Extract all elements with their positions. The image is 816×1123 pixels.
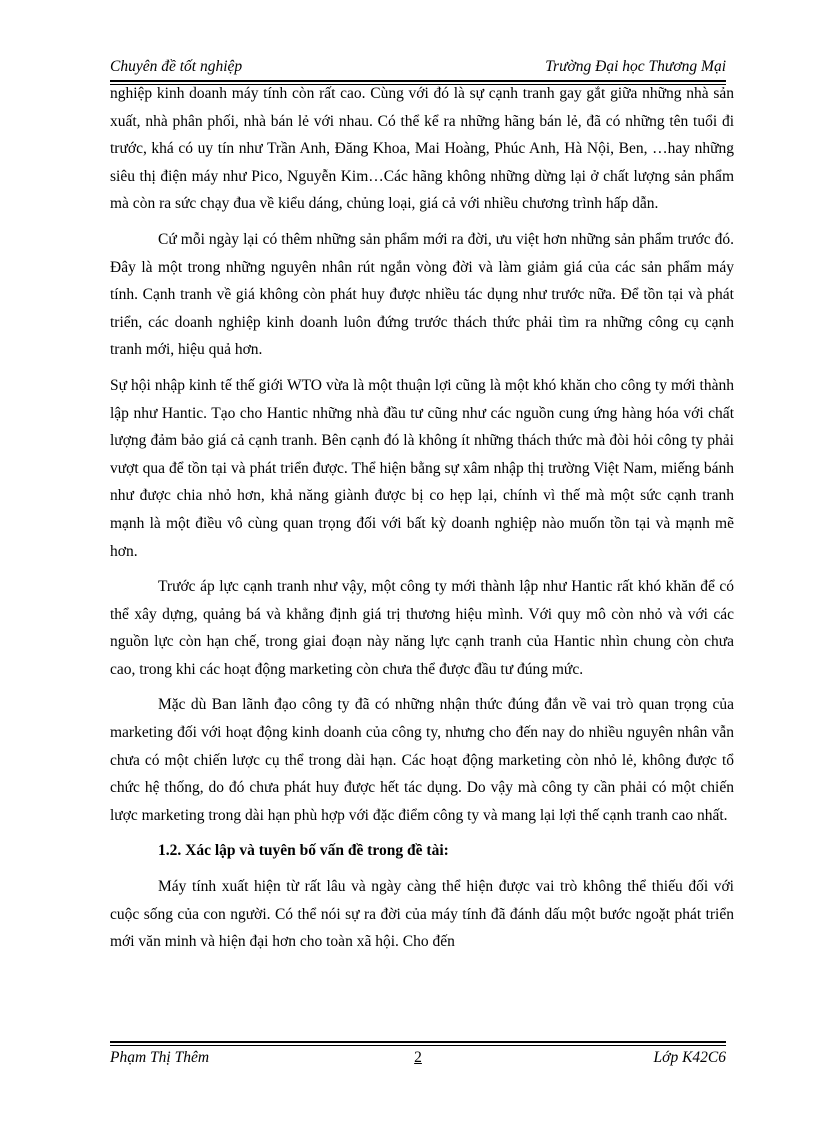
document-body <box>110 80 734 964</box>
paragraph-5: Mặc dù Ban lãnh đạo công ty đã có những nhận thức đúng đắn về vai trò quan trọng của marketing đối với hoạt động kinh doanh của công ty, nhưng cho đến nay do nhiều nguyên nhân vẫn chưa có một chiến lược cụ thể trong dài hạn. Các hoạt động marketing còn nhỏ lẻ, không được tổ chức hệ thống, do đó chưa phát huy được hết tác dụng. Do vậy mà công ty cần phải có một chiến lược marketing trong dài hạn phù hợp với đặc điểm công ty và mang lại lợi thế cạnh tranh cao nhất. <box>110 696 734 824</box>
footer-class: Lớp K42C6 <box>653 1049 726 1066</box>
paragraph-4: Trước áp lực cạnh tranh như vậy, một công ty mới thành lập như Hantic rất khó khăn để có thể xây dựng, quảng bá và khẳng định giá trị thương hiệu mình. Với quy mô còn nhỏ và với các nguồn lực còn hạn chế, trong giai đoạn này năng lực cạnh tranh của Hantic nhìn chung còn chưa cao, trong khi các hoạt động marketing còn chưa thể được đầu tư đúng mức. <box>110 578 734 678</box>
page-number: 2 <box>414 1049 422 1066</box>
paragraph-6: Máy tính xuất hiện từ rất lâu và ngày càng thể hiện được vai trò không thể thiếu đối với cuộc sống của con người. Có thể nói sự ra đời của máy tính đã đánh dấu một bước ngoặt phát triển mới văn minh và hiện đại hơn cho toàn xã hội. Cho đến <box>110 878 734 951</box>
paragraph-1: nghiệp kinh doanh máy tính còn rất cao. Cùng với đó là sự cạnh tranh gay gắt giữa những nhà sản xuất, nhà phân phối, nhà bán lẻ với nhau. Có thể kể ra những hãng bán lẻ, đã có những tên tuổi đi trước, khá có uy tín như Trần Anh, Đăng Khoa, Mai Hoàng, Phúc Anh, Hà Nội, Ben, …hay những siêu thị điện máy như Pico, Nguyễn Kim…Các hãng không những dừng lại ở chất lượng sản phẩm mà còn ra sức chạy đua về kiểu dáng, chủng loại, giá cả với nhiều chương trình hấp dẫn. <box>110 85 734 213</box>
header-right-title: Trường Đại học Thương Mại <box>545 58 726 75</box>
page-footer <box>110 1041 726 1067</box>
paragraph-3: Sự hội nhập kinh tế thế giới WTO vừa là một thuận lợi cũng là một khó khăn cho công ty mới thành lập như Hantic. Tạo cho Hantic những nhà đầu tư cũng như các nguồn cung ứng hàng hóa với chất lượng đảm bảo giá cả cạnh tranh. Bên cạnh đó là không ít những thách thức mà đòi hỏi công ty phải vượt qua để tồn tại và phát triển được. Thể hiện bằng sự xâm nhập thị trường Việt Nam, miếng bánh như được chia nhỏ hơn, khả năng giành được bị co hẹp lại, chính vì thế mà một sức cạnh tranh mạnh là một điều vô cùng quan trọng đối với bất kỳ doanh nghiệp nào muốn tồn tại và mạnh mẽ hơn. <box>110 376 734 560</box>
header-left-title: Chuyên đề tốt nghiệp <box>110 58 243 75</box>
page-header <box>110 48 726 82</box>
section-heading: 1.2. Xác lập và tuyên bố vấn đề trong đề tài: <box>158 842 449 860</box>
footer-author: Phạm Thị Thêm <box>110 1049 210 1066</box>
paragraph-2: Cứ mỗi ngày lại có thêm những sản phẩm mới ra đời, ưu việt hơn những sản phẩm trước đó. Đây là một trong những nguyên nhân rút ngắn vòng đời và làm giảm giá của các sản phẩm máy tính. Cạnh tranh về giá không còn phát huy được nhiều tác dụng như trước nữa. Để tồn tại và phát triển, các doanh nghiệp kinh doanh luôn đứng trước thách thức phải tìm ra những công cụ cạnh tranh mới, hiệu quả hơn. <box>110 230 734 359</box>
